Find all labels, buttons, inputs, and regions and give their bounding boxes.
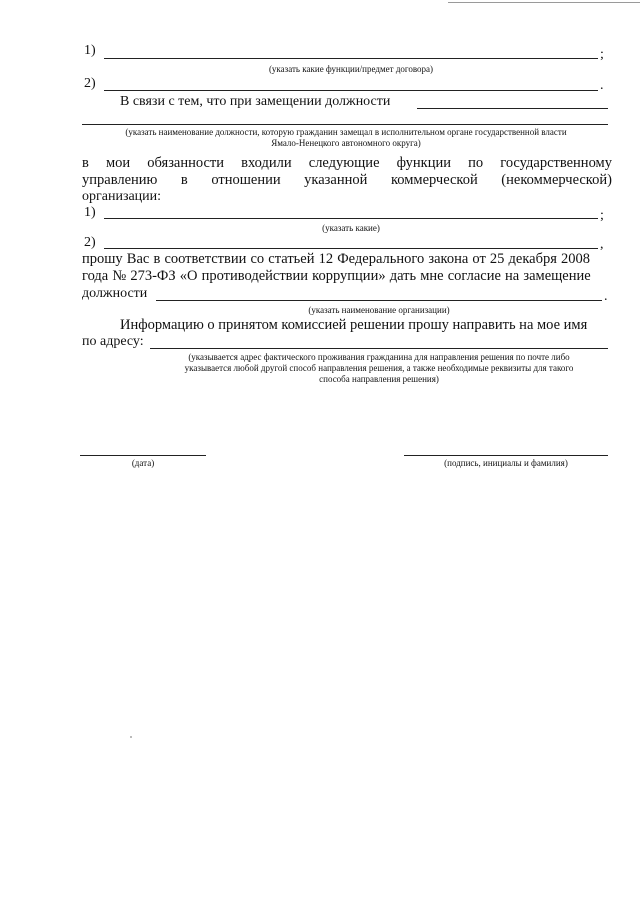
item-1-end: ; bbox=[600, 47, 604, 62]
scan-speck bbox=[130, 736, 132, 738]
address-caption-1: (указывается адрес фактического проживания гражданина для направления решения по почте либо bbox=[188, 352, 570, 362]
item-3-end: ; bbox=[600, 208, 604, 223]
request-end: . bbox=[604, 289, 608, 304]
word: коммерческой bbox=[390, 172, 478, 188]
word: в bbox=[82, 155, 89, 171]
item-2-end: . bbox=[600, 78, 604, 93]
item-1-caption: (указать какие функции/предмет договора) bbox=[268, 64, 434, 74]
request-line-2 bbox=[82, 268, 612, 285]
word: функции bbox=[396, 155, 451, 171]
word: отношении bbox=[211, 172, 281, 188]
page-edge-line bbox=[448, 2, 640, 3]
request-line-1 bbox=[82, 251, 612, 268]
word: мои bbox=[105, 155, 131, 171]
date-caption: (дата) bbox=[131, 458, 155, 468]
position-caption-1: (указать наименование должности, которую гражданин замещал в исполнительном органе государственной власти bbox=[125, 127, 567, 137]
word: входили bbox=[241, 155, 292, 171]
duties-line-2 bbox=[82, 172, 612, 189]
item-4-end: , bbox=[600, 237, 604, 252]
word: управлению bbox=[82, 172, 158, 188]
request-text-2: года № 273-ФЗ «О противодействии коррупции» дать мне согласие на замещение bbox=[82, 268, 591, 284]
word: в bbox=[180, 172, 188, 188]
duties-line-3: организации: bbox=[82, 189, 162, 204]
item-1-number: 1) bbox=[84, 43, 96, 58]
item-2-number: 2) bbox=[84, 76, 96, 91]
signature-caption: (подпись, инициалы и фамилия) bbox=[444, 458, 568, 468]
address-caption-2: указывается любой другой способ направления решения, а также необходимые реквизиты для такого bbox=[184, 363, 574, 373]
signature-field[interactable] bbox=[404, 455, 608, 456]
request-text-1: прошу Вас в соответствии со статьей 12 Федерального закона от 25 декабря 2008 bbox=[82, 251, 591, 267]
word: обязанности bbox=[147, 155, 225, 171]
request-line-3: должности bbox=[82, 286, 148, 301]
address-field[interactable] bbox=[150, 348, 608, 349]
organization-field[interactable] bbox=[156, 300, 602, 301]
item-2-field[interactable] bbox=[104, 90, 598, 91]
position-field-line2[interactable] bbox=[82, 124, 608, 125]
word: указанной bbox=[304, 172, 368, 188]
info-line-1: Информацию о принятом комиссией решении прошу направить на мое имя bbox=[120, 317, 588, 333]
position-caption-2: Ямало-Ненецкого автономного округа) bbox=[271, 138, 421, 148]
word: (некоммерческой) bbox=[501, 172, 612, 188]
word: государственному bbox=[500, 155, 612, 171]
item-3-field[interactable] bbox=[104, 218, 598, 219]
item-3-caption: (указать какие) bbox=[322, 223, 380, 233]
date-field[interactable] bbox=[80, 455, 206, 456]
item-4-field[interactable] bbox=[104, 248, 598, 249]
address-caption-3: способа направления решения) bbox=[319, 374, 439, 384]
item-1-field[interactable] bbox=[104, 58, 598, 59]
organization-caption: (указать наименование организации) bbox=[308, 305, 450, 315]
para1-text: В связи с тем, что при замещении должности bbox=[120, 94, 391, 109]
word: следующие bbox=[308, 155, 380, 171]
word: по bbox=[468, 155, 484, 171]
item-4-number: 2) bbox=[84, 235, 96, 250]
item-3-number: 1) bbox=[84, 205, 96, 220]
info-line-2: по адресу: bbox=[82, 334, 144, 349]
duties-line-1 bbox=[82, 155, 612, 172]
position-field[interactable] bbox=[417, 108, 608, 109]
